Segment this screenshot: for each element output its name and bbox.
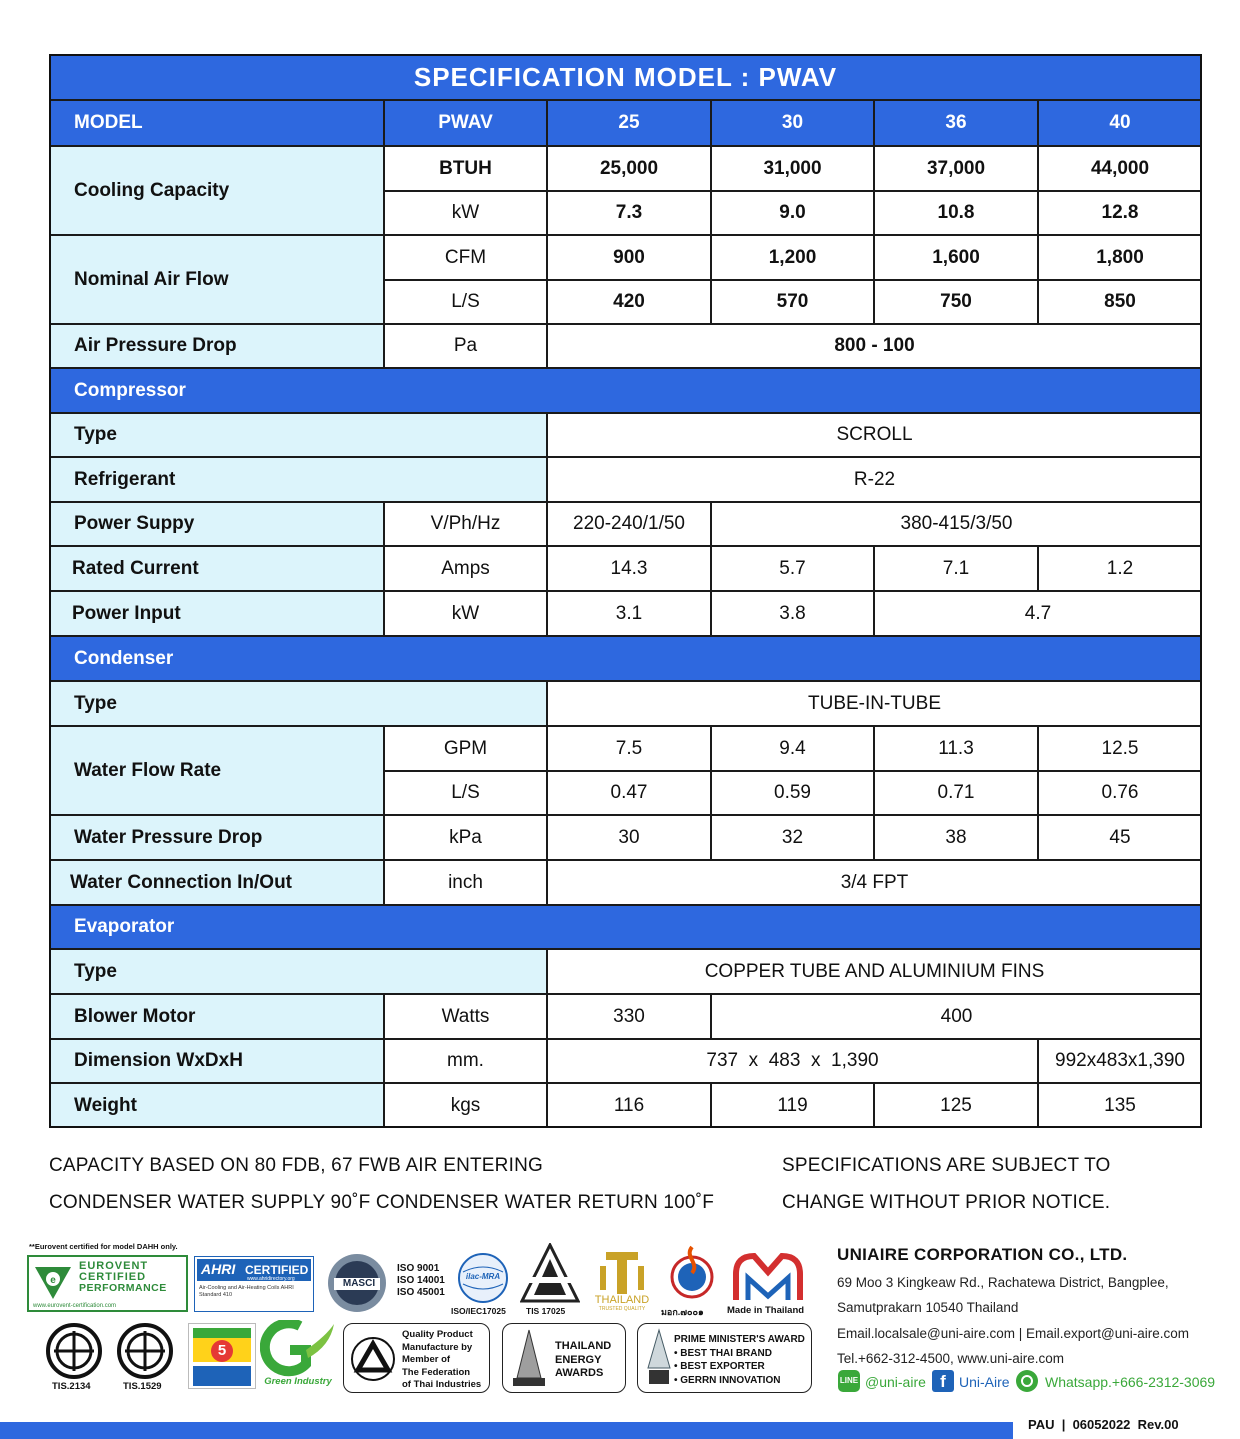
model-30-header: 30 xyxy=(711,100,874,146)
power-input-label: Power Input xyxy=(49,591,384,636)
table-cell: 1.2 xyxy=(1038,546,1202,591)
fti-icon xyxy=(350,1336,396,1382)
table-cell: 116 xyxy=(547,1083,711,1128)
power-supply-label: Power Suppy xyxy=(49,502,384,546)
fti-badge xyxy=(343,1323,490,1393)
eurovent-text-3: PERFORMANCE xyxy=(79,1282,167,1294)
table-cell: 380-415/3/50 xyxy=(711,502,1202,546)
table-cell: 220-240/1/50 xyxy=(547,502,711,546)
table-cell: 0.47 xyxy=(547,771,711,815)
ilac-logo xyxy=(457,1252,509,1304)
tis-17025-label: TIS 17025 xyxy=(526,1306,566,1316)
table-cell: 30 xyxy=(547,815,711,860)
table-cell: 125 xyxy=(874,1083,1038,1128)
pm-award-text xyxy=(674,1333,805,1387)
energy-awards-line-3: AWARDS xyxy=(555,1367,604,1379)
footer-bar xyxy=(0,1422,1013,1439)
fti-line-2: Manufacture by xyxy=(402,1341,473,1353)
tis-1529-label: TIS.1529 xyxy=(123,1381,162,1392)
thailand-trust-icon xyxy=(586,1250,658,1296)
thailand-trust-text: THAILAND xyxy=(594,1294,650,1306)
iso-14001: ISO 14001 xyxy=(397,1275,445,1286)
section-evaporator: Evaporator xyxy=(49,905,1202,949)
ahri-small: Air-Cooling and Air-Heating Coils AHRI Standard 410 xyxy=(199,1285,294,1298)
compressor-type-label: Type xyxy=(49,413,547,457)
air-pressure-value: 800 - 100 xyxy=(547,324,1202,368)
table-cell: 900 xyxy=(547,235,711,280)
energy-label-5 xyxy=(188,1323,256,1389)
pm-award-line-1: PRIME MINISTER'S AWARD xyxy=(674,1334,805,1345)
energy-number: 5 xyxy=(211,1340,233,1362)
power-input-unit: kW xyxy=(384,591,547,636)
whatsapp-number[interactable]: Whatsapp.+666-2312-3069 xyxy=(1045,1374,1216,1390)
model-40-header: 40 xyxy=(1038,100,1202,146)
table-cell: 31,000 xyxy=(711,146,874,191)
eurovent-note: **Eurovent certified for model DAHH only. xyxy=(29,1242,178,1251)
masci-text: MASCI xyxy=(342,1278,376,1289)
table-cell: 3.8 xyxy=(711,591,874,636)
water-pressure-unit: kPa xyxy=(384,815,547,860)
table-cell: 11.3 xyxy=(874,726,1038,771)
table-cell: 7.5 xyxy=(547,726,711,771)
cooling-unit-kw: kW xyxy=(384,191,547,235)
air-pressure-label: Air Pressure Drop xyxy=(49,324,384,368)
dimension-unit: mm. xyxy=(384,1039,547,1083)
water-connection-unit: inch xyxy=(384,860,547,905)
company-address-1: 69 Moo 3 Kingkeaw Rd., Rachatewa District, Bangplee, xyxy=(837,1275,1169,1290)
table-cell: 1,800 xyxy=(1038,235,1202,280)
document-code: PAU | 06052022 Rev.00 xyxy=(1028,1417,1179,1432)
tis-2134-label: TIS.2134 xyxy=(52,1381,91,1392)
line-icon: LINE xyxy=(838,1370,860,1392)
table-cell: 12.5 xyxy=(1038,726,1202,771)
iso-iec-17025: ISO/IEC17025 xyxy=(451,1306,506,1316)
svg-text:e: e xyxy=(50,1275,56,1286)
table-cell: 38 xyxy=(874,815,1038,860)
ahri-logo: AHRI CERTIFIED www.ahridirectory.org Air-Cooling and Air-Heating Coils AHRI Standard 410 xyxy=(194,1256,314,1312)
table-cell: 5.7 xyxy=(711,546,874,591)
facebook-icon: f xyxy=(932,1370,954,1392)
rated-current-unit: Amps xyxy=(384,546,547,591)
energy-awards-line-2: ENERGY xyxy=(555,1353,602,1366)
table-cell: 7.1 xyxy=(874,546,1038,591)
water-connection-value: 3/4 FPT xyxy=(547,860,1202,905)
model-header-unit: PWAV xyxy=(384,100,547,146)
blower-motor-label: Blower Motor xyxy=(49,994,384,1039)
table-cell: 25,000 xyxy=(547,146,711,191)
green-industry-logo xyxy=(260,1320,336,1390)
note-specs-1: SPECIFICATIONS ARE SUBJECT TO xyxy=(782,1155,1111,1176)
note-water: CONDENSER WATER SUPPLY 90˚F CONDENSER WATER RETURN 100˚F xyxy=(49,1192,715,1213)
masci-logo xyxy=(322,1252,392,1314)
table-cell: 32 xyxy=(711,815,874,860)
table-cell: 570 xyxy=(711,280,874,324)
table-cell: 9.0 xyxy=(711,191,874,235)
fti-line-4: The Federation xyxy=(402,1366,471,1378)
table-cell: 0.71 xyxy=(874,771,1038,815)
refrigerant-label: Refrigerant xyxy=(49,457,547,502)
table-cell: 1,200 xyxy=(711,235,874,280)
weight-unit: kgs xyxy=(384,1083,547,1128)
ahri-text: CERTIFIED xyxy=(245,1263,309,1277)
company-tel[interactable]: Tel.+662-312-4500, www.uni-aire.com xyxy=(837,1351,1064,1366)
tisi-icon xyxy=(666,1243,718,1305)
tis-1529-icon xyxy=(117,1323,173,1379)
air-flow-label: Nominal Air Flow xyxy=(49,235,384,324)
pm-award-badge xyxy=(637,1323,812,1393)
air-flow-unit-cfm: CFM xyxy=(384,235,547,280)
table-cell: 7.3 xyxy=(547,191,711,235)
tis-17025-icon xyxy=(520,1243,580,1305)
pm-award-line-3: • BEST EXPORTER xyxy=(674,1361,765,1372)
rated-current-label: Rated Current xyxy=(49,546,384,591)
note-specs-2: CHANGE WITHOUT PRIOR NOTICE. xyxy=(782,1192,1111,1213)
section-condenser: Condenser xyxy=(49,636,1202,681)
eurovent-icon xyxy=(33,1263,73,1303)
compressor-type-value: SCROLL xyxy=(547,413,1202,457)
water-flow-unit-ls: L/S xyxy=(384,771,547,815)
whatsapp-icon xyxy=(1016,1370,1038,1392)
water-flow-unit-gpm: GPM xyxy=(384,726,547,771)
tisi-logo xyxy=(666,1243,718,1305)
company-name: UNIAIRE CORPORATION CO., LTD. xyxy=(837,1245,1128,1264)
thailand-trust-logo xyxy=(586,1250,658,1312)
table-cell: 1,600 xyxy=(874,235,1038,280)
facebook-handle[interactable]: Uni-Aire xyxy=(959,1374,1010,1390)
table-cell: 330 xyxy=(547,994,711,1039)
ilac-text: ilac-MRA xyxy=(465,1272,501,1281)
table-cell: 400 xyxy=(711,994,1202,1039)
line-handle[interactable]: @uni-aire xyxy=(865,1374,926,1390)
dimension-label: Dimension WxDxH xyxy=(49,1039,384,1083)
green-industry-icon xyxy=(260,1320,336,1378)
iso-list xyxy=(397,1263,445,1299)
trophy-icon xyxy=(509,1328,549,1390)
made-in-thailand-icon xyxy=(730,1250,806,1306)
note-capacity: CAPACITY BASED ON 80 FDB, 67 FWB AIR ENTERING xyxy=(49,1155,543,1176)
pm-award-line-2: • BEST THAI BRAND xyxy=(674,1347,772,1359)
table-title: SPECIFICATION MODEL : PWAV xyxy=(49,54,1202,100)
company-address-2: Samutprakarn 10540 Thailand xyxy=(837,1300,1019,1315)
fti-text xyxy=(402,1329,481,1392)
ahri-url: www.ahridirectory.org xyxy=(247,1276,295,1282)
fti-line-3: Member of xyxy=(402,1354,451,1365)
iso-9001: ISO 9001 xyxy=(397,1263,440,1274)
water-pressure-label: Water Pressure Drop xyxy=(49,815,384,860)
table-cell: 45 xyxy=(1038,815,1202,860)
condenser-type-label: Type xyxy=(49,681,547,726)
evaporator-type-label: Type xyxy=(49,949,547,994)
weight-label: Weight xyxy=(49,1083,384,1128)
made-in-thailand-logo xyxy=(730,1250,806,1306)
air-flow-unit-ls: L/S xyxy=(384,280,547,324)
fti-line-5: of Thai Industries xyxy=(402,1379,482,1390)
table-cell: 37,000 xyxy=(874,146,1038,191)
table-cell: 14.3 xyxy=(547,546,711,591)
table-cell: 750 xyxy=(874,280,1038,324)
specification-table xyxy=(49,54,1202,1128)
tisi-label: มอก.๗๐๐๑ xyxy=(661,1307,704,1317)
eurovent-text-2: CERTIFIED xyxy=(79,1271,147,1283)
table-cell: 420 xyxy=(547,280,711,324)
eurovent-url: www.eurovent-certification.com xyxy=(33,1303,117,1309)
thailand-trust-small: TRUSTED QUALITY xyxy=(598,1306,646,1312)
energy-awards-badge xyxy=(502,1323,626,1393)
table-cell: 850 xyxy=(1038,280,1202,324)
table-cell: 0.76 xyxy=(1038,771,1202,815)
table-cell: 3.1 xyxy=(547,591,711,636)
pm-award-line-4: • GERRN INNOVATION xyxy=(674,1374,781,1386)
evaporator-type-value: COPPER TUBE AND ALUMINIUM FINS xyxy=(547,949,1202,994)
tis-1529-logo xyxy=(117,1323,173,1379)
blower-motor-unit: Watts xyxy=(384,994,547,1039)
iso-45001: ISO 45001 xyxy=(397,1287,445,1298)
table-cell: 119 xyxy=(711,1083,874,1128)
water-connection-label: Water Connection In/Out xyxy=(49,860,384,905)
table-cell: 0.59 xyxy=(711,771,874,815)
model-36-header: 36 xyxy=(874,100,1038,146)
tis-17025-logo xyxy=(520,1243,580,1305)
made-in-thailand-label: Made in Thailand xyxy=(727,1305,805,1316)
table-cell: 9.4 xyxy=(711,726,874,771)
table-cell: 10.8 xyxy=(874,191,1038,235)
condenser-type-value: TUBE-IN-TUBE xyxy=(547,681,1202,726)
power-supply-unit: V/Ph/Hz xyxy=(384,502,547,546)
model-header-label: MODEL xyxy=(49,100,384,146)
fti-line-1: Quality Product xyxy=(402,1329,473,1340)
energy-awards-text xyxy=(555,1340,611,1381)
green-industry-text: Green Industry xyxy=(264,1376,332,1387)
eurovent-text-1: EUROVENT xyxy=(79,1260,149,1272)
table-cell: 135 xyxy=(1038,1083,1202,1128)
air-pressure-unit: Pa xyxy=(384,324,547,368)
section-compressor: Compressor xyxy=(49,368,1202,413)
eurovent-logo xyxy=(27,1255,188,1312)
company-email[interactable]: Email.localsale@uni-aire.com | Email.export@uni-aire.com xyxy=(837,1326,1190,1341)
water-flow-label: Water Flow Rate xyxy=(49,726,384,815)
model-25-header: 25 xyxy=(547,100,711,146)
table-cell: 44,000 xyxy=(1038,146,1202,191)
crystal-trophy-icon xyxy=(646,1328,672,1390)
tis-2134-icon xyxy=(46,1323,102,1379)
table-cell: 12.8 xyxy=(1038,191,1202,235)
refrigerant-value: R-22 xyxy=(547,457,1202,502)
energy-awards-line-1: THAILAND xyxy=(555,1340,612,1352)
table-cell: 737 x 483 x 1,390 xyxy=(547,1039,1038,1083)
table-cell: 992x483x1,390 xyxy=(1038,1039,1202,1083)
tis-2134-logo xyxy=(46,1323,102,1379)
cooling-capacity-label: Cooling Capacity xyxy=(49,146,384,235)
table-cell: 4.7 xyxy=(874,591,1202,636)
cooling-unit-btuh: BTUH xyxy=(384,146,547,191)
